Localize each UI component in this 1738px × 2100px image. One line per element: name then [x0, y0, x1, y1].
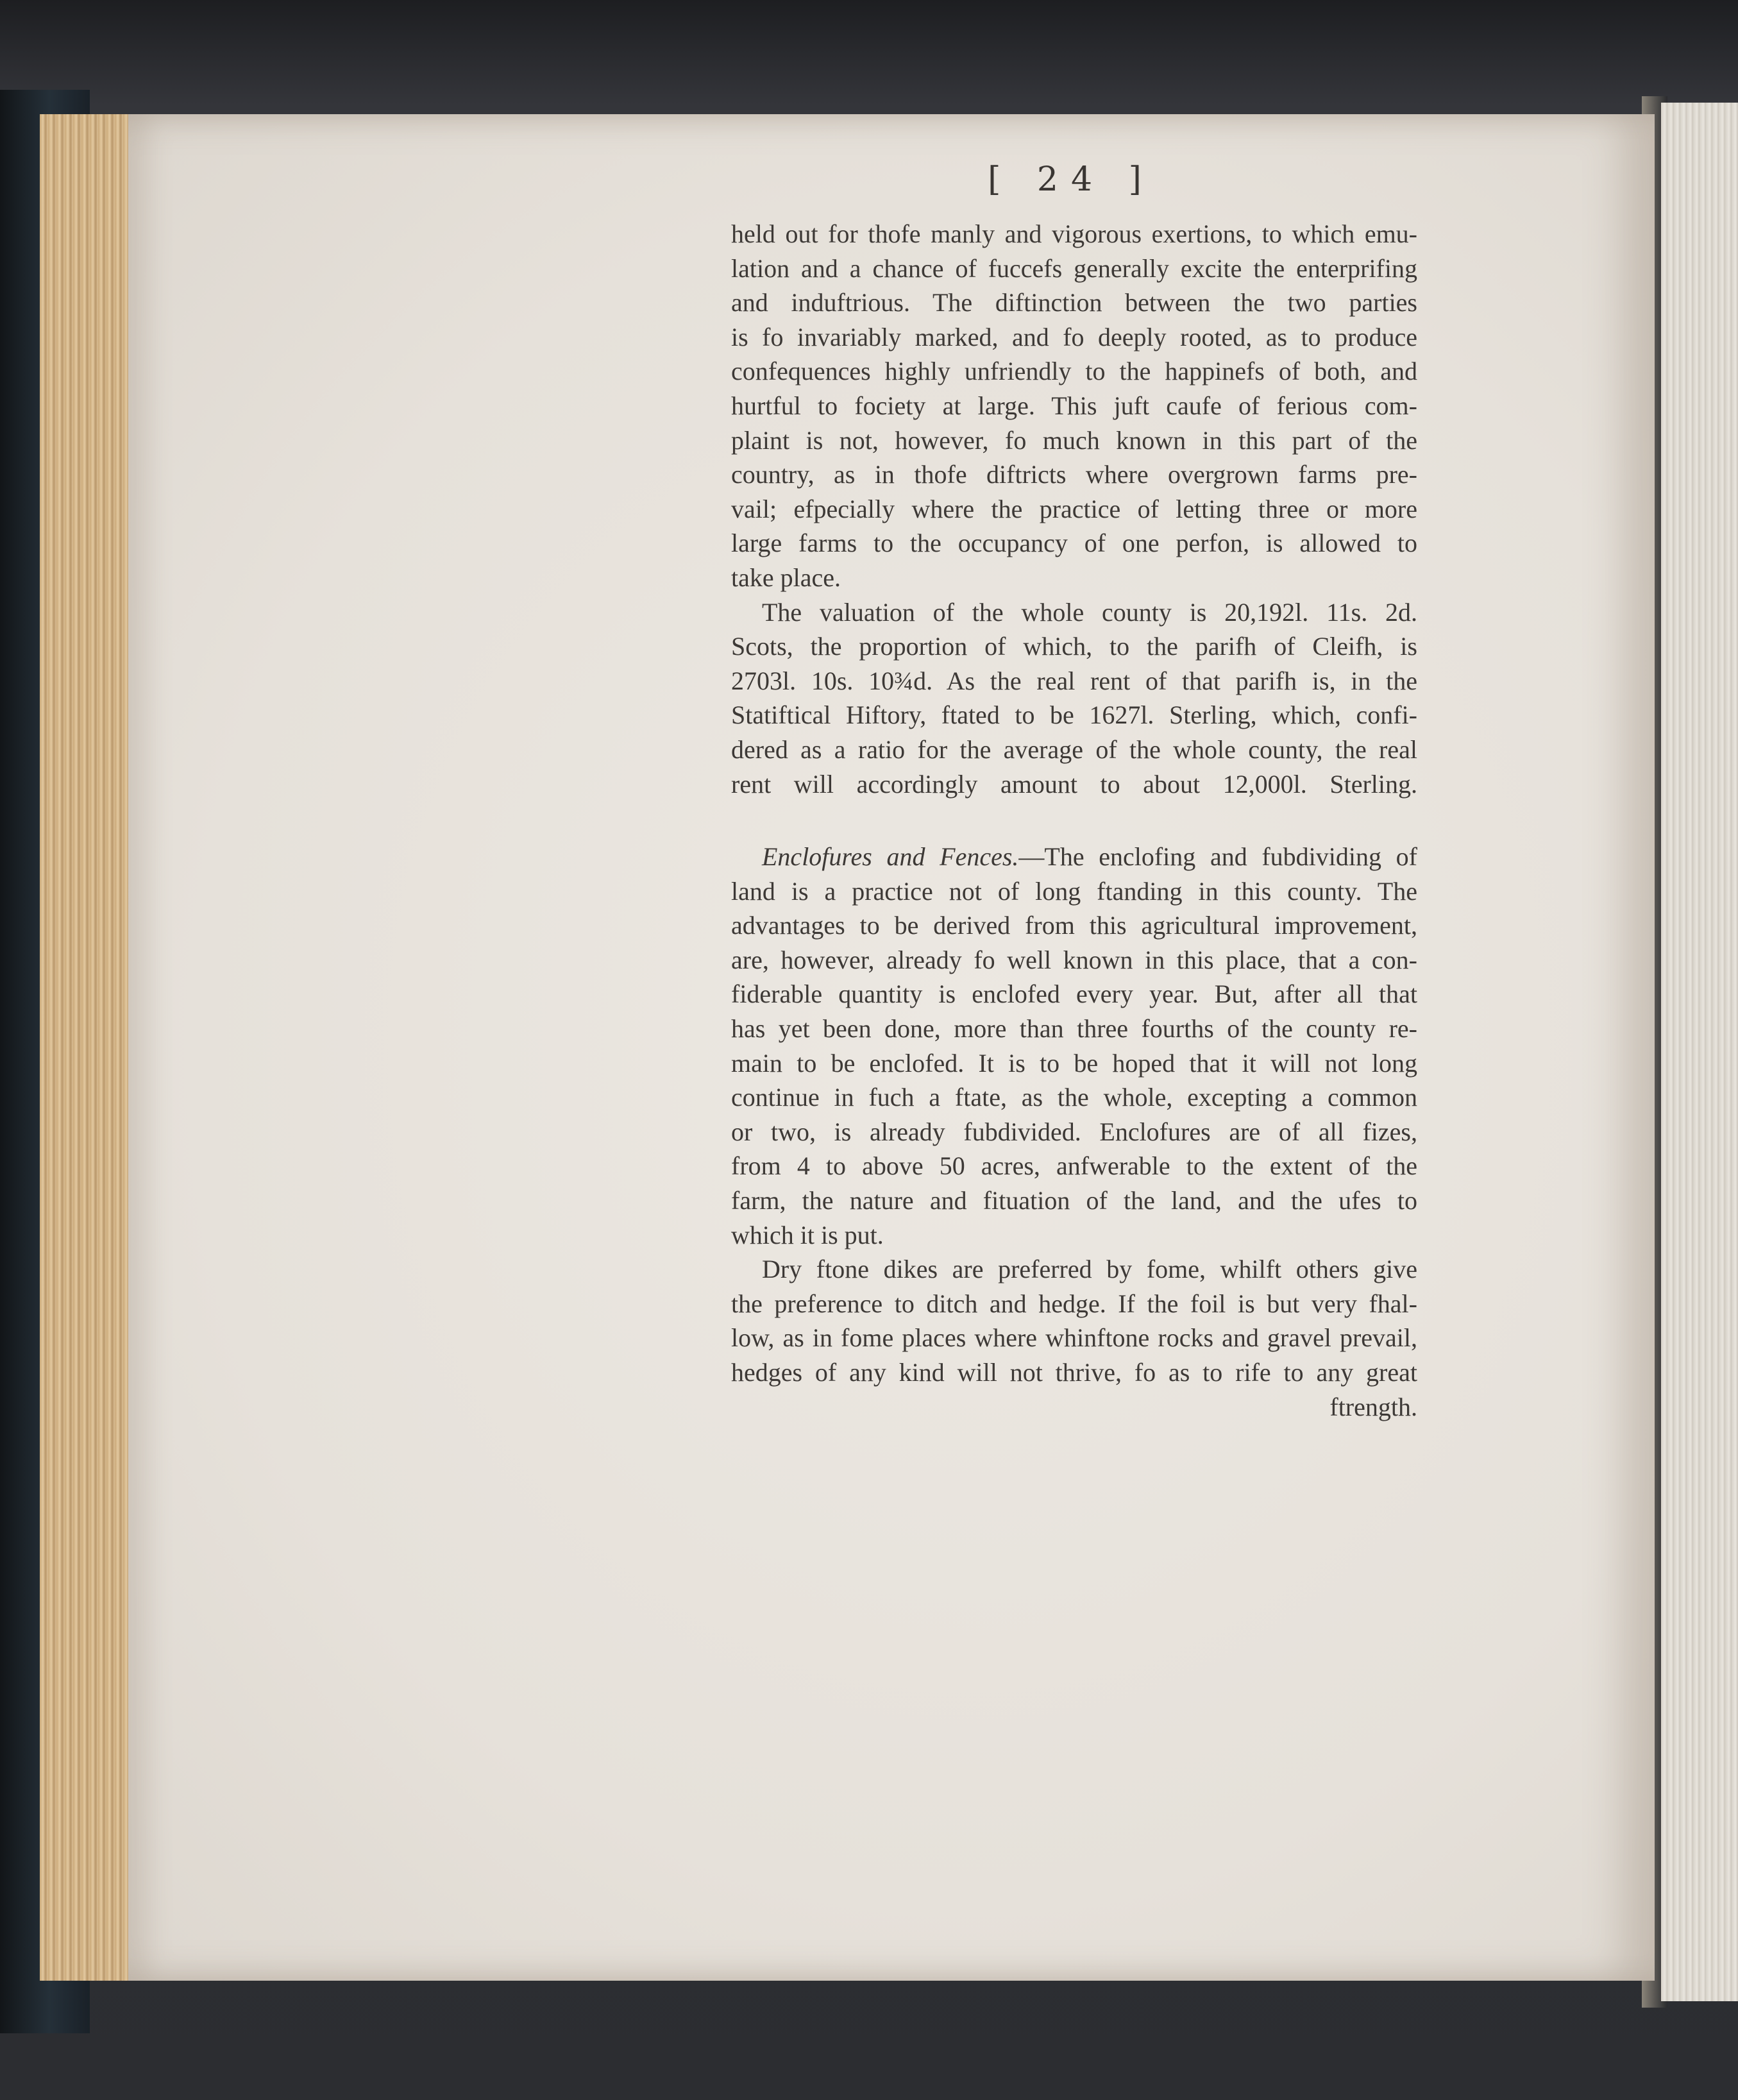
paragraph-4 — [731, 1252, 1417, 1424]
text-line: the preference to ditch and hedge. If the foil is but very fhal- — [731, 1289, 1417, 1318]
text-line: which it is put. — [731, 1220, 884, 1249]
text-line: advantages to be derived from this agricultural improvement, — [731, 911, 1417, 940]
paragraph-3 — [731, 840, 1417, 1252]
catchword: ftrength. — [1329, 1392, 1417, 1421]
text-line: Scots, the proportion of which, to the parifh of Cleifh, is — [731, 632, 1417, 661]
page-number: [ 24 ] — [988, 160, 1154, 199]
page-text — [731, 217, 1417, 1424]
text-line: fiderable quantity is enclofed every year. But, after all that — [731, 979, 1417, 1009]
text-line: dered as a ratio for the average of the whole county, the real — [731, 734, 1417, 764]
facing-page-edge — [1661, 103, 1738, 2001]
text-line: take place. — [731, 563, 841, 592]
text-line: 2703l. 10s. 10¾d. As the real rent of that parifh is, in the — [731, 666, 1417, 695]
text-line: continue in fuch a ftate, as the whole, excepting a common — [731, 1083, 1417, 1112]
paragraph-1 — [731, 217, 1417, 595]
text-line: Statiftical Hiftory, ftated to be 1627l. Sterling, which, confi- — [731, 700, 1417, 730]
text-line: low, as in fome places where whinftone rocks and gravel prevail, — [731, 1323, 1417, 1353]
text-line: rent will accordingly amount to about 12,000l. Sterling. — [731, 769, 1417, 799]
page-edges — [40, 114, 136, 1981]
section-heading: Enclofures and Fences. — [762, 842, 1019, 872]
text-line: country, as in thofe diftricts where overgrown farms pre- — [731, 460, 1417, 489]
text-line: has yet been done, more than three fourths of the county re- — [731, 1014, 1417, 1044]
text-line: and induftrious. The diftinction between the two parties — [731, 288, 1417, 318]
text-line: confequences highly unfriendly to the happinefs of both, and — [731, 357, 1417, 386]
text-line: vail; efpecially where the practice of letting three or more — [731, 494, 1417, 523]
text-line: hedges of any kind will not thrive, fo as to rife to any great — [731, 1358, 1417, 1387]
text-line: or two, is already fubdivided. Enclofures are of all fizes, — [731, 1117, 1417, 1146]
text-line: is fo invariably marked, and fo deeply rooted, as to produce — [731, 322, 1417, 351]
section-gap — [731, 801, 1417, 840]
text-line: hurtful to fociety at large. This juft caufe of ferious com- — [731, 391, 1417, 420]
text-line: farm, the nature and fituation of the land, and the ufes to — [731, 1186, 1417, 1215]
text-line: Dry ftone dikes are preferred by fome, whilft others give — [762, 1255, 1417, 1284]
text-line — [731, 840, 1417, 874]
text-line: land is a practice not of long ftanding in this county. The — [731, 876, 1417, 906]
text-line: The valuation of the whole county is 20,192l. 11s. 2d. — [762, 597, 1417, 627]
text-line: plaint is not, however, fo much known in this part of the — [731, 425, 1417, 455]
heading-continuation: —The enclofing and fubdividing of — [1018, 842, 1417, 872]
text-line: lation and a chance of fuccefs generally excite the enterprifing — [731, 253, 1417, 283]
text-line: large farms to the occupancy of one perfon, is allowed to — [731, 529, 1417, 558]
text-line: held out for thofe manly and vigorous exertions, to which emu- — [731, 219, 1417, 248]
text-line: main to be enclofed. It is to be hoped that it will not long — [731, 1048, 1417, 1078]
text-line: are, however, already fo well known in this place, that a con- — [731, 945, 1417, 974]
paragraph-2 — [731, 595, 1417, 802]
text-line: from 4 to above 50 acres, anfwerable to the extent of the — [731, 1151, 1417, 1181]
